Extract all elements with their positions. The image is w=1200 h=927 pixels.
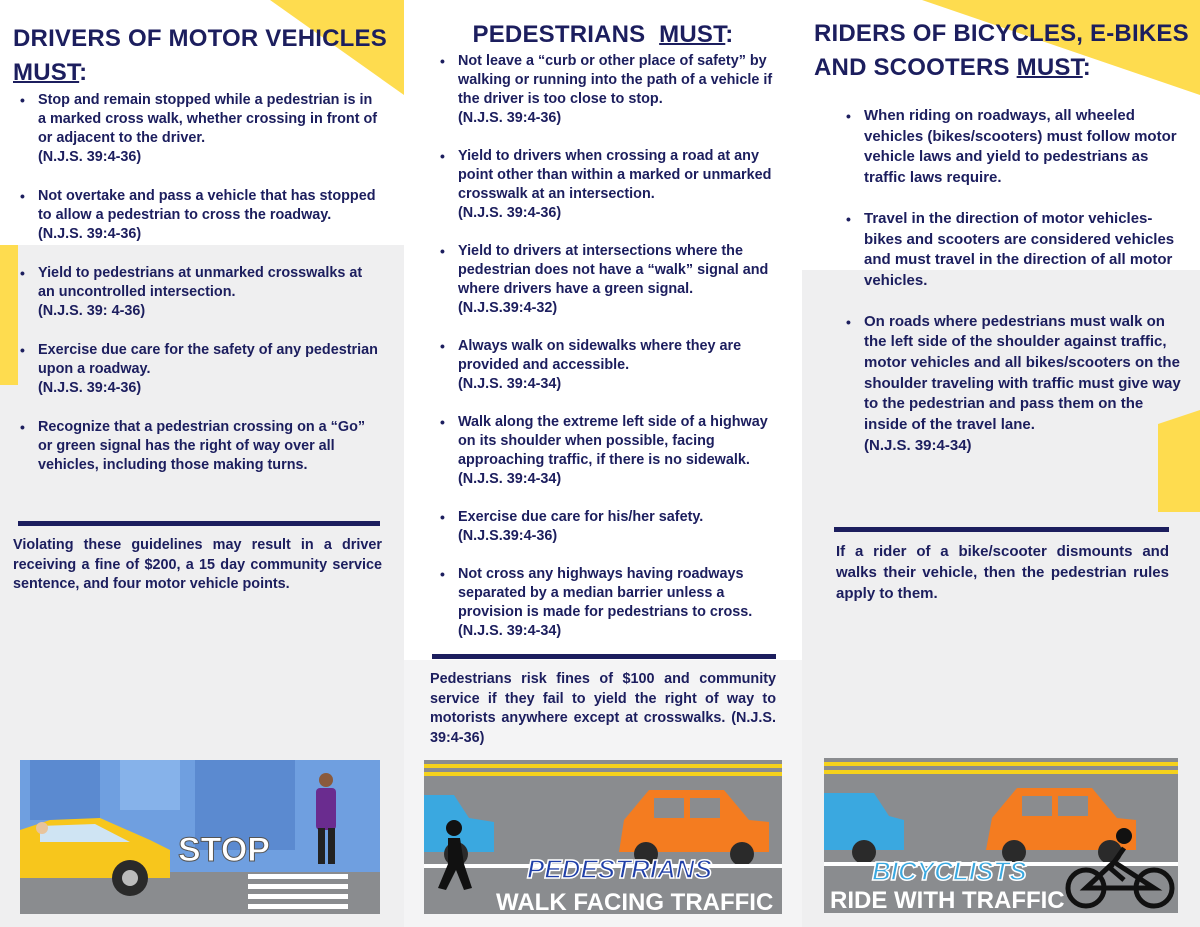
rule-item	[436, 337, 776, 394]
rule-text: Exercise due care for the safety of any pedestrian upon a roadway.	[38, 342, 378, 377]
rule-item	[16, 418, 381, 475]
rule-item	[842, 106, 1182, 189]
svg-text:STOP: STOP	[178, 831, 270, 869]
rule-item	[842, 312, 1182, 457]
rule-citation: (N.J.S.39:4-36)	[458, 528, 558, 544]
stop-illustration	[20, 760, 380, 914]
rule-text: When riding on roadways, all wheeled vehicles (bikes/scooters) must follow motor vehicle laws and yield to pedestrians as traffic laws require.	[864, 107, 1177, 187]
drivers-panel	[0, 0, 404, 927]
rule-text: Not cross any highways having roadways separated by a median barrier unless a provision is made for pedestrians to cross.	[458, 566, 753, 620]
pedestrians-panel	[404, 0, 802, 927]
rule-item	[436, 413, 776, 489]
pedestrians-rules-list	[436, 52, 776, 641]
rule-citation: (N.J.S. 39: 4-36)	[38, 303, 146, 319]
drivers-rules-list	[16, 91, 381, 475]
svg-text:PEDESTRIANS: PEDESTRIANS	[527, 854, 712, 884]
rule-item	[436, 242, 776, 318]
rule-text: Walk along the extreme left side of a highway on its shoulder when possible, facing approaching traffic, if there is no sidewalk.	[458, 414, 768, 468]
rule-text: Exercise due care for his/her safety.	[458, 509, 704, 525]
rule-citation: (N.J.S. 39:4-36)	[458, 110, 562, 126]
rule-citation: (N.J.S. 39:4-34)	[458, 471, 562, 487]
bicyclists-illustration	[824, 758, 1178, 913]
rule-text: On roads where pedestrians must walk on the left side of the shoulder against traffic, motor vehicles and all bikes/scooters on the shoulder traveling with traffic must give way to the pedestrian and pass them on the inside of the travel lane.	[864, 312, 1181, 434]
rule-item	[16, 341, 381, 398]
rule-item	[16, 187, 381, 244]
rule-citation: (N.J.S. 39:4-34)	[458, 623, 562, 639]
riders-panel	[802, 0, 1200, 927]
drivers-penalty-note: Violating these guidelines may result in a driver receiving a fine of $200, a 15 day community service sentence, and four motor vehicle points.	[13, 537, 382, 592]
rule-item	[16, 91, 381, 167]
rule-citation: (N.J.S. 39:4-36)	[38, 149, 142, 165]
rule-citation: (N.J.S.39:4-32)	[458, 300, 558, 316]
svg-text:BICYCLISTS: BICYCLISTS	[872, 856, 1027, 886]
rule-item	[436, 147, 776, 223]
rule-citation: (N.J.S. 39:4-36)	[38, 380, 142, 396]
svg-text:RIDE WITH TRAFFIC: RIDE WITH TRAFFIC	[830, 887, 1065, 913]
rule-text: Recognize that a pedestrian crossing on a “Go” or green signal has the right of way over all vehicles, including those making turns.	[38, 419, 366, 473]
rule-item	[436, 565, 776, 641]
rule-text: Yield to drivers when crossing a road at any point other than within a marked or unmarked crosswalk at an intersection.	[458, 148, 772, 202]
drivers-title: DRIVERS OF MOTOR VEHICLES MUST:	[13, 25, 387, 86]
divider-line	[18, 521, 380, 526]
pedestrians-penalty-note: Pedestrians risk fines of $100 and community service if they fail to yield the right of way to motorists anywhere except at crosswalks. (N.J.S. 39:4-36)	[430, 671, 776, 746]
rule-citation: (N.J.S. 39:4-36)	[38, 226, 142, 242]
rule-text: Yield to pedestrians at unmarked crosswalks at an uncontrolled intersection.	[38, 265, 363, 300]
rule-item	[436, 52, 776, 128]
rule-text: Not leave a “curb or other place of safety” by walking or running into the path of a vehicle if the driver is too close to stop.	[458, 53, 773, 107]
rule-text: Travel in the direction of motor vehicles-bikes and scooters are considered vehicles and must travel in the direction of all motor vehicles.	[864, 209, 1175, 289]
rule-citation: (N.J.S. 39:4-36)	[458, 205, 562, 221]
rule-item	[16, 264, 381, 321]
svg-text:WALK FACING TRAFFIC: WALK FACING TRAFFIC	[496, 889, 774, 914]
rule-text: Yield to drivers at intersections where the pedestrian does not have a “walk” signal and where drivers have a green signal.	[458, 243, 769, 297]
divider-line	[834, 527, 1169, 532]
divider-line	[432, 654, 776, 659]
pedestrians-title: PEDESTRIANS MUST:	[472, 21, 734, 48]
riders-note: If a rider of a bike/scooter dismounts and walks their vehicle, then the pedestrian rules apply to them.	[836, 543, 1169, 602]
rule-text: Not overtake and pass a vehicle that has stopped to allow a pedestrian to cross the roadway.	[38, 188, 376, 223]
rule-citation: (N.J.S. 39:4-34)	[458, 376, 562, 392]
pedestrians-illustration	[424, 760, 782, 914]
rule-text: Stop and remain stopped while a pedestrian is in a marked cross walk, whether crossing in front of or adjacent to the driver.	[38, 92, 378, 146]
rule-item	[842, 209, 1182, 292]
riders-rules-list	[842, 106, 1182, 457]
rule-text: Always walk on sidewalks where they are provided and accessible.	[458, 338, 742, 373]
rule-item	[436, 508, 776, 546]
riders-title: RIDERS OF BICYCLES, E-BIKES AND SCOOTERS MUST:	[814, 20, 1189, 81]
rule-citation: (N.J.S. 39:4-34)	[864, 436, 972, 454]
